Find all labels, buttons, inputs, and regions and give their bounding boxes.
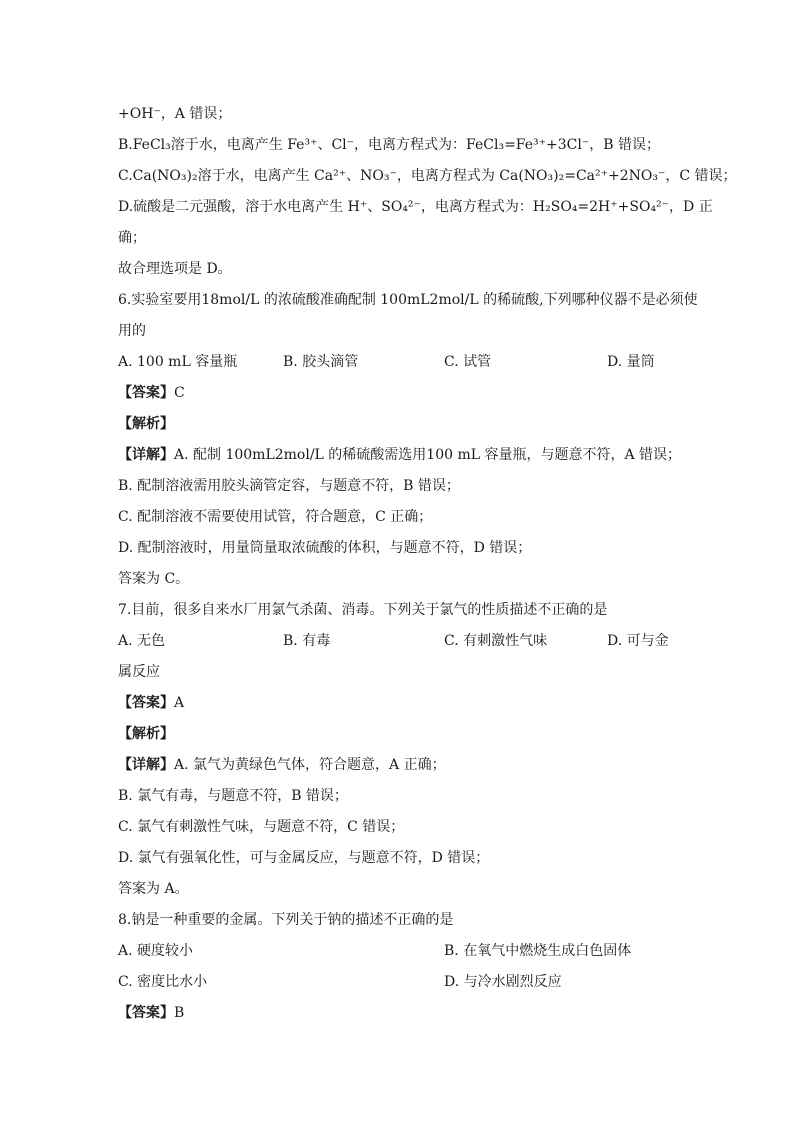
text-line: B.FeCl₃溶于水，电离产生 Fe³⁺、Cl⁻，电离方程式为：FeCl₃=Fe³⁺+3Cl⁻，B 错误； [118, 137, 660, 153]
detail-line: B. 配制溶液需用胶头滴管定容，与题意不符，B 错误； [118, 478, 460, 494]
answer-value: A [174, 695, 185, 711]
answer-tag: 【答案】 [118, 1005, 174, 1021]
answer-tag: 【答案】 [118, 385, 174, 401]
detail-line: D. 配制溶液时，用量筒量取浓硫酸的体积，与题意不符，D 错误； [118, 540, 532, 556]
question-7-cont: 属反应 [118, 664, 160, 680]
detail-line [118, 445, 681, 465]
detail-line: C. 配制溶液不需要使用试管，符合题意，C 正确； [118, 509, 433, 525]
option-b: B. 胶头滴管 [283, 354, 359, 370]
conclusion-line: 答案为 C。 [118, 571, 190, 587]
answer-value: C [174, 385, 185, 401]
detail-line: C. 氯气有刺激性气味，与题意不符，C 错误； [118, 819, 405, 835]
text-line: 确； [118, 230, 146, 246]
analysis-tag: 【解析】 [118, 726, 174, 742]
option-c: C. 密度比水小 [118, 974, 208, 990]
detail-line: B. 氯气有毒，与题意不符，B 错误； [118, 788, 348, 804]
text-line: +OH⁻，A 错误； [118, 106, 232, 122]
option-d: D. 可与金 [607, 633, 669, 649]
text-line: D.硫酸是二元强酸，溶于水电离产生 H⁺、SO₄²⁻，电离方程式为：H₂SO₄=2H⁺+SO₄²⁻，D 正 [118, 199, 713, 215]
option-c: C. 有刺激性气味 [444, 633, 548, 649]
question-7: 7.目前，很多自来水厂用氯气杀菌、消毒。下列关于氯气的性质描述不正确的是 [118, 602, 608, 618]
detail-line: D. 氯气有强氧化性，可与金属反应，与题意不符，D 错误； [118, 850, 490, 866]
answer-line [118, 693, 184, 713]
detail-text: A. 氯气为黄绿色气体，符合题意，A 正确； [174, 757, 446, 773]
option-d: D. 量筒 [607, 354, 655, 370]
question-6-cont: 用的 [118, 323, 146, 339]
option-b: B. 有毒 [283, 633, 331, 649]
option-c: C. 试管 [444, 354, 492, 370]
option-b: B. 在氧气中燃烧生成白色固体 [444, 943, 632, 959]
question-6: 6.实验室要用18mol/L 的浓硫酸准确配制 100mL2mol/L 的稀硫酸,下列哪种仪器不是必须使 [118, 292, 698, 308]
answer-value: B [174, 1005, 185, 1021]
answer-tag: 【答案】 [118, 695, 174, 711]
conclusion-line: 答案为 A。 [118, 881, 189, 897]
detail-line [118, 755, 446, 775]
option-a: A. 无色 [118, 633, 166, 649]
detail-tag: 【详解】 [118, 447, 174, 463]
detail-tag: 【详解】 [118, 757, 174, 773]
answer-line [118, 383, 185, 403]
option-d: D. 与冷水剧烈反应 [444, 974, 562, 990]
question-8: 8.钠是一种重要的金属。下列关于钠的描述不正确的是 [118, 912, 454, 928]
detail-text: A. 配制 100mL2mol/L 的稀硫酸需选用100 mL 容量瓶，与题意不符，A 错误； [174, 447, 682, 463]
option-a: A. 硬度较小 [118, 943, 194, 959]
answer-line [118, 1003, 184, 1023]
option-a: A. 100 mL 容量瓶 [118, 354, 238, 370]
text-line: 故合理选项是 D。 [118, 261, 232, 277]
analysis-tag: 【解析】 [118, 416, 174, 432]
text-line: C.Ca(NO₃)₂溶于水，电离产生 Ca²⁺、NO₃⁻，电离方程式为 Ca(NO₃)₂=Ca²⁺+2NO₃⁻，C 错误； [118, 168, 737, 184]
